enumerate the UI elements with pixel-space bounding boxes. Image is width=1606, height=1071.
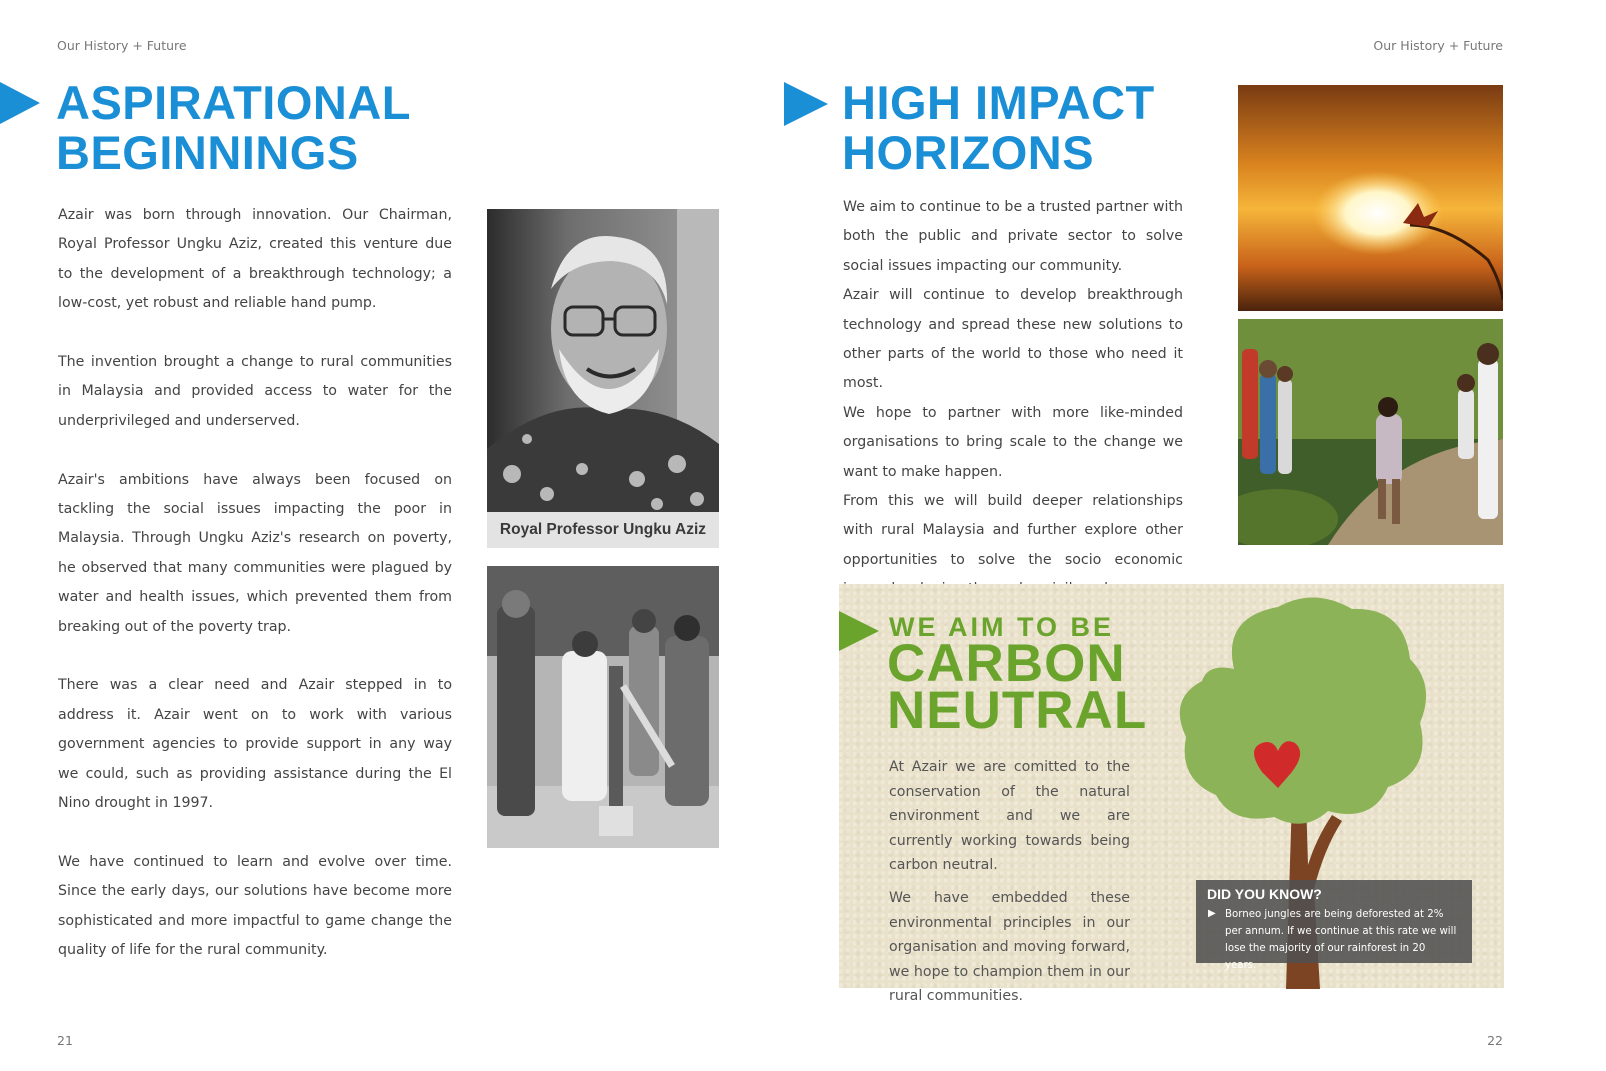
left-headline-arrow-icon [0, 82, 40, 124]
left-paragraph: The invention brought a change to rural communities in Malaysia and provided access to water for the underprivileged and underserved. [58, 354, 452, 429]
right-running-head: Our History + Future [1373, 38, 1503, 53]
carbon-title-line1: CARBON [887, 634, 1126, 693]
hand-pump-photo [487, 566, 719, 848]
left-running-head: Our History + Future [57, 38, 187, 53]
right-headline [842, 78, 1155, 178]
right-body [843, 193, 1183, 605]
right-headline-arrow-icon [784, 82, 828, 126]
right-paragraph: We aim to continue to be a trusted partner with both the public and private sector to solve social issues impacting our community. [843, 199, 1183, 274]
carbon-title-line2: NEUTRAL [887, 681, 1148, 740]
carbon-paragraph: We have embedded these environmental principles in our organisation and moving forward, we hope to champion them in our rural communities. [889, 889, 1130, 1005]
left-page-number: 21 [57, 1033, 73, 1048]
portrait-photo [487, 209, 719, 512]
left-paragraph: Azair was born through innovation. Our Chairman, Royal Professor Ungku Aziz, created this venture due to the development of a breakthrough technology; a low-cost, yet robust and reliable hand pump. [58, 207, 452, 312]
right-page-number: 22 [1487, 1033, 1503, 1048]
left-headline [56, 78, 411, 178]
left-paragraph: We have continued to learn and evolve over time. Since the early days, our solutions have become more sophisticated and more impactful to game change the quality of life for the rural community. [58, 853, 452, 959]
left-headline-line2: BEGINNINGS [56, 126, 359, 179]
portrait-caption: Royal Professor Ungku Aziz [487, 512, 719, 548]
right-paragraph: From this we will build deeper relationships with rural Malaysia and further explore other opportunities to solve the socio economic [843, 493, 1183, 568]
right-headline-line1: HIGH IMPACT [842, 76, 1155, 129]
carbon-body [889, 755, 1130, 1009]
left-paragraph: There was a clear need and Azair stepped in to address it. Azair went on to work with various government agencies to provide support in any way we could, such as providing assistance during the El Nino drought in 1997. [58, 677, 452, 812]
left-paragraph: Azair's ambitions have always been focused on tackling the social issues impacting the poor in Malaysia. Through Ungku Aziz's research on poverty, he observed that many communities were plagued by water and health issues, which prevented them from breaking out of the poverty trap. [58, 471, 452, 635]
carbon-paragraph: At Azair we are comitted to the conservation of the natural environment and we are currently working towards being carbon neutral. [889, 759, 1130, 874]
right-headline-line2: HORIZONS [842, 126, 1095, 179]
right-paragraph: Azair will continue to develop breakthrough technology and spread these new solutions to other parts of the world to those who need it most. [843, 287, 1183, 392]
sunset-photo [1238, 85, 1503, 311]
play-bullet-icon: ▶ [1208, 908, 1216, 919]
carbon-neutral-panel [839, 584, 1504, 1005]
carbon-kicker: WE AIM TO BE [889, 612, 1114, 642]
left-body [58, 201, 452, 995]
carbon-title [887, 634, 1148, 740]
did-you-know-title: DID YOU KNOW? [1207, 886, 1322, 902]
carbon-arrow-icon [839, 611, 879, 651]
left-headline-line1: ASPIRATIONAL [56, 76, 412, 129]
children-photo [1238, 319, 1503, 545]
right-paragraph: We hope to partner with more like-minded organisations to bring scale to the change we want to make happen. [843, 404, 1183, 480]
did-you-know-text: Borneo jungles are being deforested at 2% per annum. If we continue at this rate we will lose the majority of our rainforest in 20 years. [1225, 909, 1457, 971]
did-you-know-box [1196, 880, 1472, 971]
